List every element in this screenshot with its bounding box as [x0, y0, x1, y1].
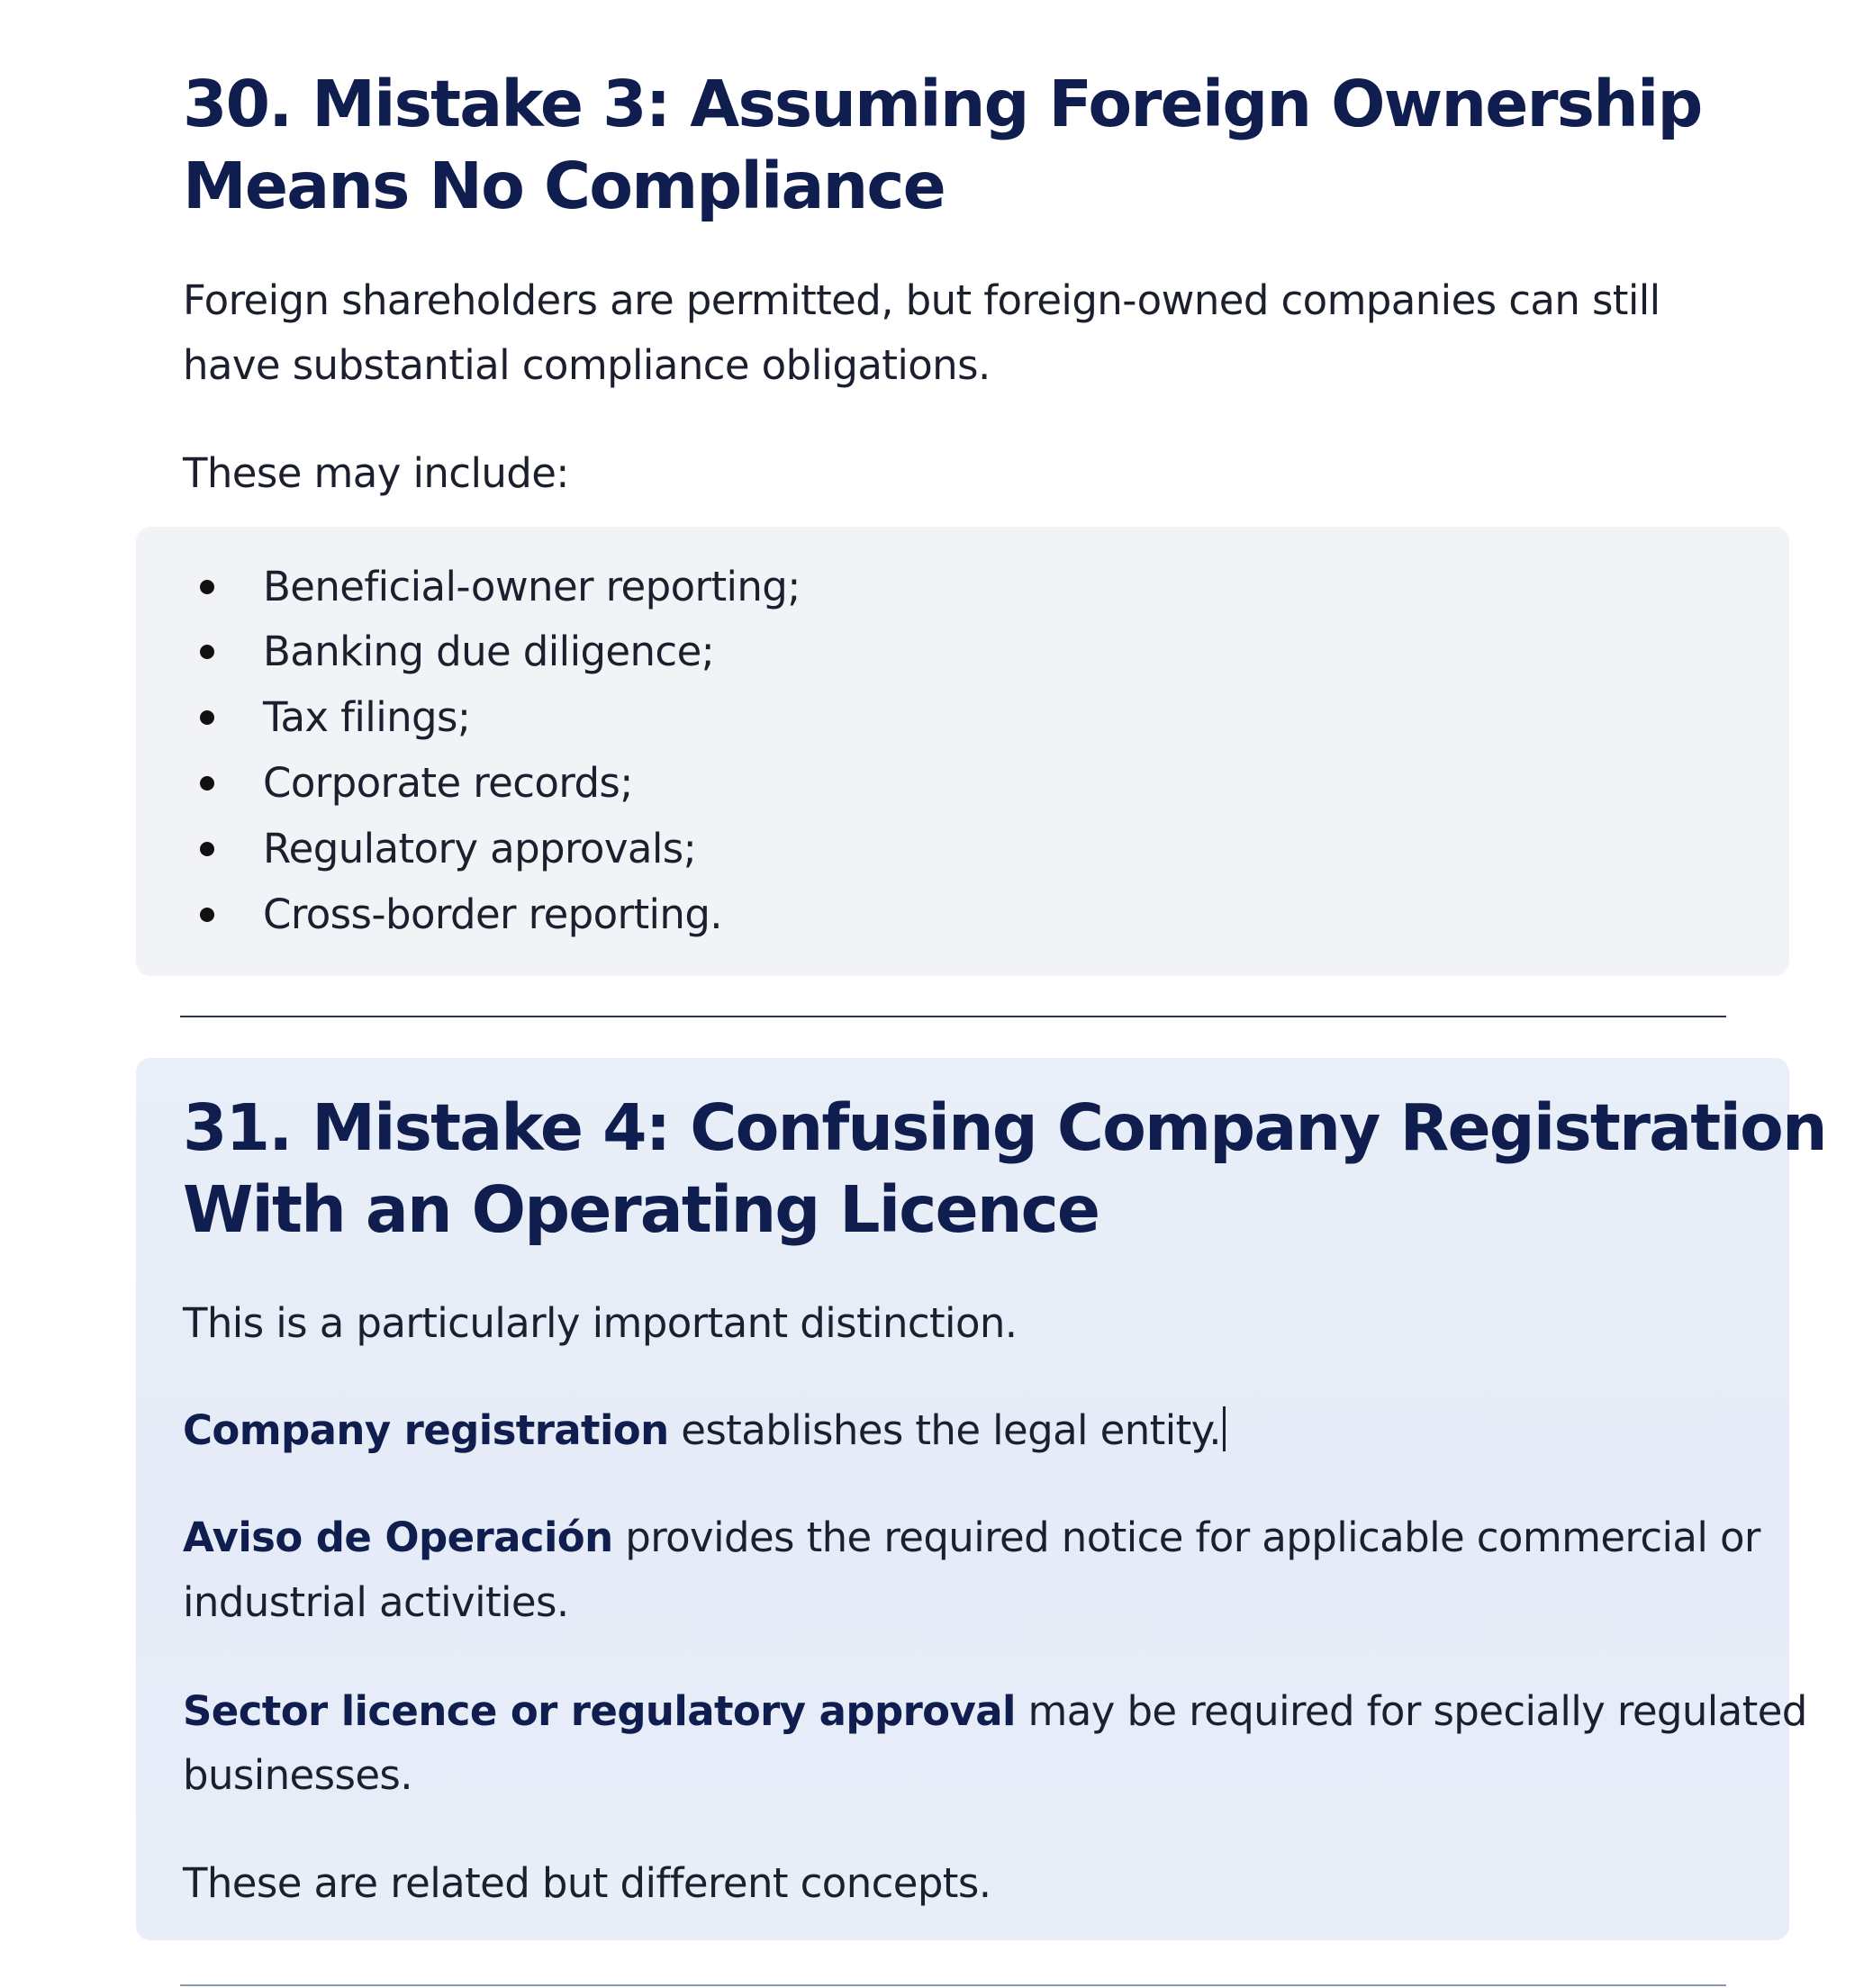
section-30-intro-line-2: have substantial compliance obligations. — [183, 341, 991, 389]
company-registration-paragraph — [183, 1398, 1226, 1463]
section-30-heading-line-2: Means No Compliance — [183, 149, 946, 223]
bullet-icon — [200, 710, 214, 725]
list-item-text: Corporate records; — [263, 759, 633, 807]
aviso-paragraph-line-1 — [183, 1505, 1760, 1570]
aviso-paragraph-line-2: industrial activities. — [183, 1578, 569, 1626]
bullet-icon — [200, 776, 214, 791]
sector-paragraph-line-1 — [183, 1679, 1807, 1744]
sector-paragraph-line-2: businesses. — [183, 1751, 412, 1799]
section-30-intro-line-1: Foreign shareholders are permitted, but foreign-owned companies can still — [183, 276, 1660, 324]
list-item-text: Cross-border reporting. — [263, 890, 722, 938]
company-registration-term: Company registration — [183, 1406, 669, 1454]
bullet-icon — [200, 580, 214, 594]
text-cursor-icon — [1223, 1406, 1226, 1451]
sector-text-line-1: may be required for specially regulated — [1015, 1687, 1807, 1735]
bullet-icon — [200, 908, 214, 922]
bullet-icon — [200, 645, 214, 659]
section-31-heading-line-2: With an Operating Licence — [183, 1172, 1099, 1247]
section-31-closing: These are related but different concepts. — [183, 1859, 991, 1907]
company-registration-text: establishes the legal entity. — [668, 1406, 1221, 1454]
aviso-text-line-1: provides the required notice for applicable commercial or — [612, 1514, 1760, 1561]
section-30-lead-in: These may include: — [183, 449, 569, 497]
list-item-text: Banking due diligence; — [263, 628, 715, 675]
bullet-icon — [200, 842, 214, 856]
list-item-text: Regulatory approvals; — [263, 825, 697, 872]
compliance-list-box — [136, 527, 1789, 976]
bottom-divider — [180, 1984, 1726, 1986]
section-divider — [180, 1016, 1726, 1017]
section-31-intro: This is a particularly important distinction. — [183, 1299, 1018, 1347]
list-item-text: Tax filings; — [263, 693, 471, 741]
aviso-term: Aviso de Operación — [183, 1514, 613, 1561]
section-30-heading-line-1: 30. Mistake 3: Assuming Foreign Ownership — [183, 67, 1702, 141]
section-31-heading-line-1: 31. Mistake 4: Confusing Company Registration — [183, 1090, 1826, 1165]
sector-term: Sector licence or regulatory approval — [183, 1687, 1016, 1735]
list-item-text: Beneficial-owner reporting; — [263, 563, 801, 610]
